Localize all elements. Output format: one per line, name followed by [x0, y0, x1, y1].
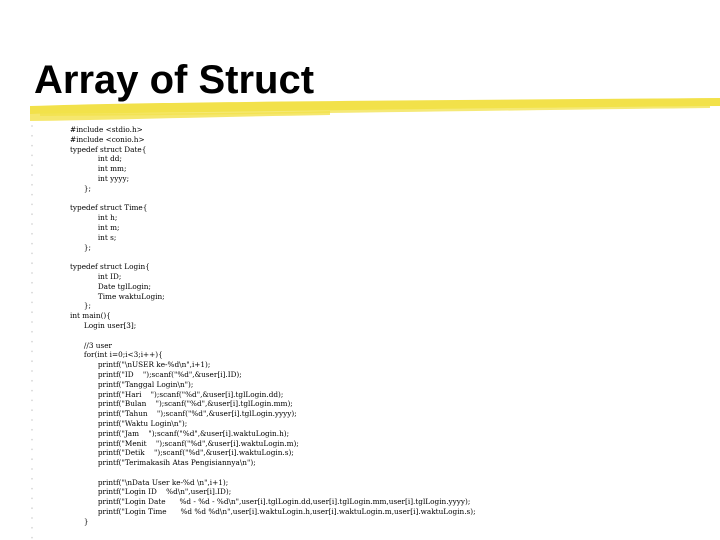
- code-line: printf("Detik ");scanf("%d",&user[i].waktuLogin.s);: [70, 448, 294, 458]
- code-line: Login user[3];: [70, 320, 137, 330]
- bullet-dot: [31, 223, 33, 225]
- code-line: };: [70, 183, 92, 193]
- code-line: [70, 194, 710, 204]
- bullet-dot: [31, 184, 33, 186]
- code-line: printf("\nData User ke-%d \n",i+1);: [70, 477, 229, 487]
- bullet-dot: [31, 292, 33, 294]
- bullet-dot: [31, 498, 33, 500]
- code-line: for(int i=0;i<3;i++){: [70, 350, 163, 360]
- bullet-dot: [31, 135, 33, 137]
- code-line: printf("Bulan ");scanf("%d",&user[i].tglLogin.mm);: [70, 399, 293, 409]
- code-line: int dd;: [70, 154, 122, 164]
- code-line: printf("Menit ");scanf("%d",&user[i].waktuLogin.m);: [70, 438, 299, 448]
- code-line: typedef struct Login{: [70, 262, 150, 272]
- bullet-dot: [31, 429, 33, 431]
- bullet-dot: [31, 351, 33, 353]
- bullet-dot: [31, 468, 33, 470]
- code-line: [70, 252, 710, 262]
- code-line: printf("Terimakasih Atas Pengisiannya\n");: [70, 458, 256, 468]
- code-line: printf("Hari ");scanf("%d",&user[i].tglLogin.dd);: [70, 389, 284, 399]
- code-line: int ID;: [70, 271, 122, 281]
- bullet-dot: [31, 537, 33, 539]
- bullet-column: [28, 120, 36, 540]
- code-line: printf("Waktu Login\n");: [70, 418, 188, 428]
- bullet-dot: [31, 253, 33, 255]
- code-line: Date tglLogin;: [70, 281, 151, 291]
- code-line: int m;: [70, 222, 120, 232]
- bullet-dot: [31, 439, 33, 441]
- bullet-dot: [31, 449, 33, 451]
- code-line: //3 user: [70, 340, 113, 350]
- code-line: printf("Login Time %d %d %d\n",user[i].waktuLogin.h,user[i].waktuLogin.m,user[i].waktuLogin.s);: [70, 507, 476, 517]
- code-line: int main(){: [70, 311, 111, 321]
- code-line: int h;: [70, 213, 118, 223]
- bullet-dot: [31, 390, 33, 392]
- bullet-dot: [31, 311, 33, 313]
- bullet-dot: [31, 145, 33, 147]
- bullet-dot: [31, 302, 33, 304]
- bullet-dot: [31, 243, 33, 245]
- bullet-dot: [31, 380, 33, 382]
- bullet-dot: [31, 282, 33, 284]
- bullet-dot: [31, 331, 33, 333]
- bullet-dot: [31, 360, 33, 362]
- bullet-dot: [31, 233, 33, 235]
- code-line: int mm;: [70, 164, 127, 174]
- code-line: int s;: [70, 232, 117, 242]
- bullet-dot: [31, 458, 33, 460]
- bullet-dot: [31, 262, 33, 264]
- code-line: [70, 468, 710, 478]
- bullet-dot: [31, 419, 33, 421]
- bullet-dot: [31, 527, 33, 529]
- code-line: Time waktuLogin;: [70, 291, 165, 301]
- code-line: int yyyy;: [70, 173, 130, 183]
- bullet-dot: [31, 204, 33, 206]
- code-line: printf("ID ");scanf("%d",&user[i].ID);: [70, 369, 242, 379]
- bullet-dot: [31, 321, 33, 323]
- bullet-dot: [31, 341, 33, 343]
- bullet-dot: [31, 155, 33, 157]
- code-line: [70, 331, 710, 341]
- bullet-dot: [31, 125, 33, 127]
- code-line: #include <stdio.h>: [70, 125, 143, 134]
- bullet-dot: [31, 370, 33, 372]
- code-line: #include <conio.h>: [70, 134, 145, 144]
- bullet-dot: [31, 400, 33, 402]
- code-line: printf("Login ID %d\n",user[i].ID);: [70, 487, 232, 497]
- code-line: printf("Jam ");scanf("%d",&user[i].waktuLogin.h);: [70, 428, 290, 438]
- code-line: };: [70, 242, 92, 252]
- bullet-dot: [31, 272, 33, 274]
- bullet-dot: [31, 213, 33, 215]
- code-line: printf("Tahun ");scanf("%d",&user[i].tglLogin.yyyy);: [70, 409, 297, 419]
- code-line: typedef struct Date{: [70, 144, 147, 154]
- code-line: printf("\nUSER ke-%d\n",i+1);: [70, 360, 211, 370]
- bullet-dot: [31, 488, 33, 490]
- code-line: printf("Tanggal Login\n");: [70, 379, 194, 389]
- code-line: typedef struct Time{: [70, 203, 148, 213]
- bullet-dot: [31, 517, 33, 519]
- bullet-dot: [31, 507, 33, 509]
- bullet-dot: [31, 409, 33, 411]
- bullet-dot: [31, 174, 33, 176]
- bullet-dot: [31, 164, 33, 166]
- code-line: };: [70, 301, 92, 311]
- code-line: }: [70, 516, 89, 526]
- bullet-dot: [31, 478, 33, 480]
- code-line: printf("Login Date %d - %d - %d\n",user[i].tglLogin.dd,user[i].tglLogin.mm,user[i].tglLogin.yyyy);: [70, 497, 471, 507]
- code-block: [70, 125, 710, 535]
- slide-title: Array of Struct: [34, 58, 315, 102]
- bullet-dot: [31, 194, 33, 196]
